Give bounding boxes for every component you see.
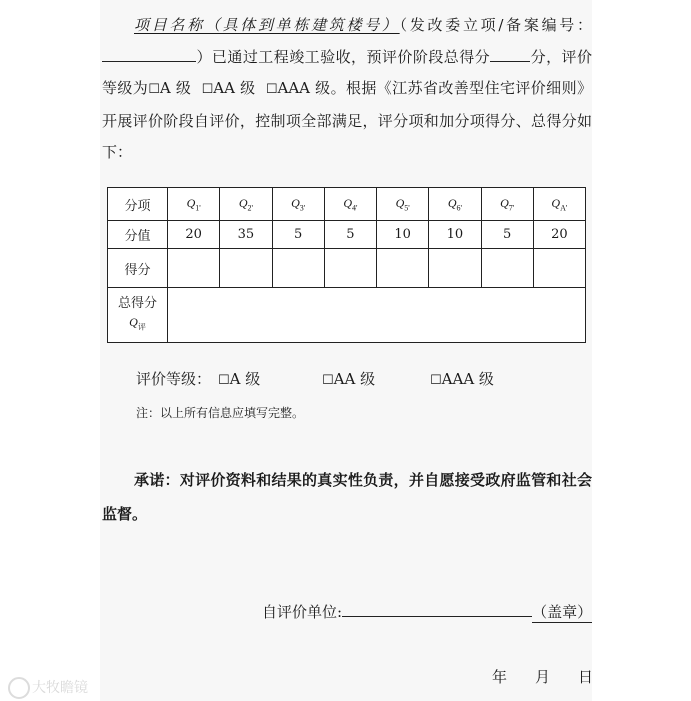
item-q3: $Q_{3'}$ — [272, 188, 324, 221]
month-label: 月 — [535, 668, 551, 686]
table-row — [108, 188, 586, 221]
commitment-paragraph — [102, 463, 592, 531]
intro-grade-text: 分，评价等级为 — [102, 47, 592, 97]
watermark-logo-icon — [8, 677, 30, 699]
seal-label: （盖章） — [532, 603, 593, 621]
intro-text-end: 。根据《江苏省改善型住宅评价细则》开展评价阶段自评价，控制项全部满足，评分项和加分项得分、总得分如下： — [102, 79, 592, 161]
project-name-label: 项目名称（具体到单栋建筑楼号） — [134, 16, 400, 34]
item-q2: $Q_{2'}$ — [220, 188, 272, 221]
points-cell: 5 — [481, 221, 533, 249]
checkbox-aaa[interactable]: ☐ — [265, 82, 278, 97]
checkbox-aa[interactable]: ☐ — [201, 82, 214, 97]
row-header-item: 分项 — [108, 188, 168, 221]
score-input-cell[interactable] — [377, 249, 429, 288]
points-cell: 20 — [533, 221, 585, 249]
date-block — [492, 666, 593, 687]
points-cell: 35 — [220, 221, 272, 249]
item-q1: $Q_{1'}$ — [168, 188, 220, 221]
year-label: 年 — [492, 668, 508, 686]
pre-evaluation-score-field[interactable] — [490, 43, 530, 62]
table-row — [108, 249, 586, 288]
intro-paragraph — [102, 10, 592, 169]
points-cell: 10 — [429, 221, 481, 249]
table-row — [108, 221, 586, 249]
intro-text: ）已通过工程竣工验收，预评价阶段总得分 — [196, 47, 491, 66]
grade-option-aa[interactable]: ☐AA 级 — [322, 370, 376, 388]
score-input-cell[interactable] — [481, 249, 533, 288]
total-score-cell[interactable] — [168, 288, 586, 343]
score-input-cell[interactable] — [168, 249, 220, 288]
points-cell: 5 — [324, 221, 376, 249]
option-a-label: A 级 — [159, 79, 192, 97]
table-row — [108, 288, 586, 343]
row-header-score: 得分 — [108, 249, 168, 288]
points-cell: 5 — [272, 221, 324, 249]
option-aaa-label: AAA 级 — [277, 79, 331, 97]
score-table — [107, 187, 586, 343]
score-input-cell[interactable] — [324, 249, 376, 288]
day-label: 日 — [578, 668, 594, 686]
signature-block — [262, 600, 592, 623]
checkbox-icon[interactable]: ☐ — [218, 373, 230, 388]
commitment-label: 承诺： — [134, 471, 180, 489]
note-text: 注：以上所有信息应填写完整。 — [136, 406, 305, 420]
checkbox-icon[interactable]: ☐ — [322, 373, 334, 388]
score-input-cell[interactable] — [272, 249, 324, 288]
row-header-points: 分值 — [108, 221, 168, 249]
approval-number-field[interactable] — [102, 43, 196, 62]
watermark: 大牧瞻镜 — [8, 677, 88, 699]
commitment-text: 对评价资料和结果的真实性负责，并自愿接受政府监管和社会监督。 — [102, 471, 592, 523]
score-input-cell[interactable] — [429, 249, 481, 288]
grade-option-aaa[interactable]: ☐AAA 级 — [430, 370, 494, 388]
item-q7: $Q_{7'}$ — [481, 188, 533, 221]
evaluator-label: 自评价单位: — [262, 603, 343, 621]
item-q5: $Q_{5'}$ — [377, 188, 429, 221]
option-aa-label: AA 级 — [213, 79, 256, 97]
checkbox-a[interactable]: ☐ — [148, 82, 160, 97]
points-cell: 20 — [168, 221, 220, 249]
item-q4: $Q_{4'}$ — [324, 188, 376, 221]
evaluator-field[interactable] — [342, 600, 532, 617]
item-qa: $Q_{A'}$ — [533, 188, 585, 221]
item-q6: $Q_{6'}$ — [429, 188, 481, 221]
score-input-cell[interactable] — [220, 249, 272, 288]
grade-label: 评价等级： — [136, 370, 212, 388]
approval-number-label: （发改委立项/备案编号： — [399, 16, 592, 34]
checkbox-icon[interactable]: ☐ — [430, 373, 442, 388]
grade-option-a[interactable]: ☐A 级 — [218, 370, 261, 388]
points-cell: 10 — [377, 221, 429, 249]
row-header-total: 总得分 $Q_评$ — [108, 288, 168, 343]
score-input-cell[interactable] — [533, 249, 585, 288]
